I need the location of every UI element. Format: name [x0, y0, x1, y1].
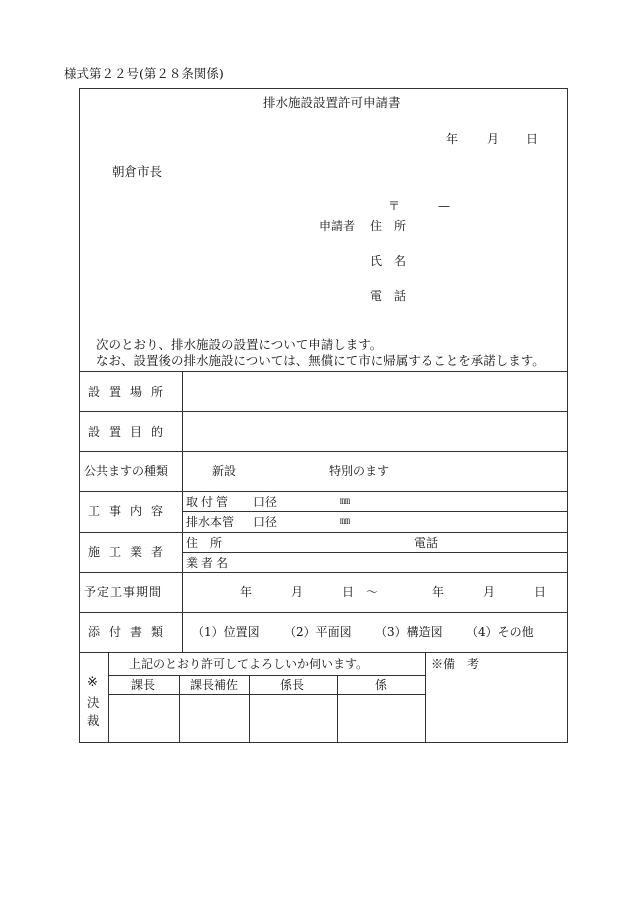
postal-mark: 〒: [388, 199, 401, 213]
approval-header-divider: [108, 694, 425, 695]
row-divider: [79, 572, 568, 573]
form-frame: [79, 88, 568, 743]
sub-row-divider: [182, 511, 568, 512]
attachment-item: （3）構造図: [375, 625, 443, 639]
applicant-name-label: 氏 名: [370, 254, 407, 268]
sub-row-divider: [182, 552, 568, 553]
applicant-address-label: 住 所: [370, 219, 407, 233]
form-title: 排水施設設置許可申請書: [263, 95, 401, 110]
approval-label: 決裁: [87, 695, 100, 728]
fitting-pipe-diameter-label: 口径: [253, 495, 278, 509]
date-month: 月: [487, 132, 500, 146]
attachment-item: （2）平面図: [284, 625, 352, 639]
catch-basin-special: 特別のます: [329, 464, 390, 478]
approval-column-divider: [179, 675, 180, 743]
purpose-label: 設置目的: [88, 425, 173, 439]
approval-col-deputy: 課長補佐: [190, 678, 239, 692]
schedule-start-year: 年: [240, 585, 253, 599]
approval-column-divider: [249, 675, 250, 743]
main-pipe-unit: ㎜: [340, 516, 350, 527]
applicant-phone-label: 電 話: [370, 289, 407, 303]
date-year: 年: [446, 132, 459, 146]
table-top-line: [79, 371, 568, 372]
schedule-end-month: 月: [483, 585, 496, 599]
row-divider: [79, 451, 568, 452]
attachments-label: 添付書類: [88, 625, 173, 639]
statement-line2: なお、設置後の排水施設については、無償にて市に帰属することを承諾します。: [96, 353, 545, 368]
schedule-tilde: ～: [366, 585, 379, 599]
contractor-label: 施工業者: [88, 545, 173, 559]
location-label: 設置場所: [88, 385, 173, 399]
main-pipe-label: 排水本管: [186, 515, 235, 529]
applicant-label: 申請者: [319, 219, 356, 233]
schedule-label: 予定工事期間: [84, 585, 163, 599]
approval-note-divider: [108, 675, 425, 676]
schedule-start-month: 月: [291, 585, 304, 599]
approval-col-subchief: 係長: [280, 678, 305, 692]
approval-col-staff: 係: [375, 678, 388, 692]
statement-line1: 次のとおり、排水施設の設置について申請します。: [96, 337, 383, 352]
main-pipe-diameter-label: 口径: [253, 515, 278, 529]
catch-basin-new: 新設: [212, 464, 237, 478]
remarks-label: ※備 考: [431, 657, 480, 671]
approval-col-chief: 課長: [131, 678, 156, 692]
work-content-label: 工事内容: [88, 504, 173, 518]
fitting-pipe-label: 取付管: [186, 495, 232, 509]
schedule-end-day: 日: [534, 585, 547, 599]
row-divider: [79, 612, 568, 613]
approval-column-divider: [337, 675, 338, 743]
row-divider: [79, 532, 568, 533]
catch-basin-type-label: 公共ますの種類: [84, 464, 169, 478]
remarks-divider: [425, 652, 426, 743]
attachment-item: （1）位置図: [192, 625, 260, 639]
contractor-name-label: 業者名: [186, 556, 232, 570]
row-divider: [79, 491, 568, 492]
fitting-pipe-unit: ㎜: [340, 496, 350, 507]
row-divider: [79, 411, 568, 412]
contractor-address-label: 住 所: [186, 536, 223, 550]
approval-note: 上記のとおり許可してよろしいか伺います。: [129, 657, 369, 671]
schedule-end-year: 年: [432, 585, 445, 599]
addressee: 朝倉市長: [112, 164, 163, 179]
attachment-item: （4）その他: [466, 625, 534, 639]
schedule-start-day: 日: [342, 585, 355, 599]
approval-mark: ※: [87, 675, 98, 690]
form-id: 様式第２２号(第２８条関係): [64, 66, 224, 81]
postal-dash: —: [438, 199, 450, 213]
contractor-phone-label: 電話: [414, 536, 439, 550]
date-day: 日: [526, 132, 539, 146]
approval-top-line: [79, 652, 568, 653]
approval-mark-divider: [108, 652, 109, 743]
